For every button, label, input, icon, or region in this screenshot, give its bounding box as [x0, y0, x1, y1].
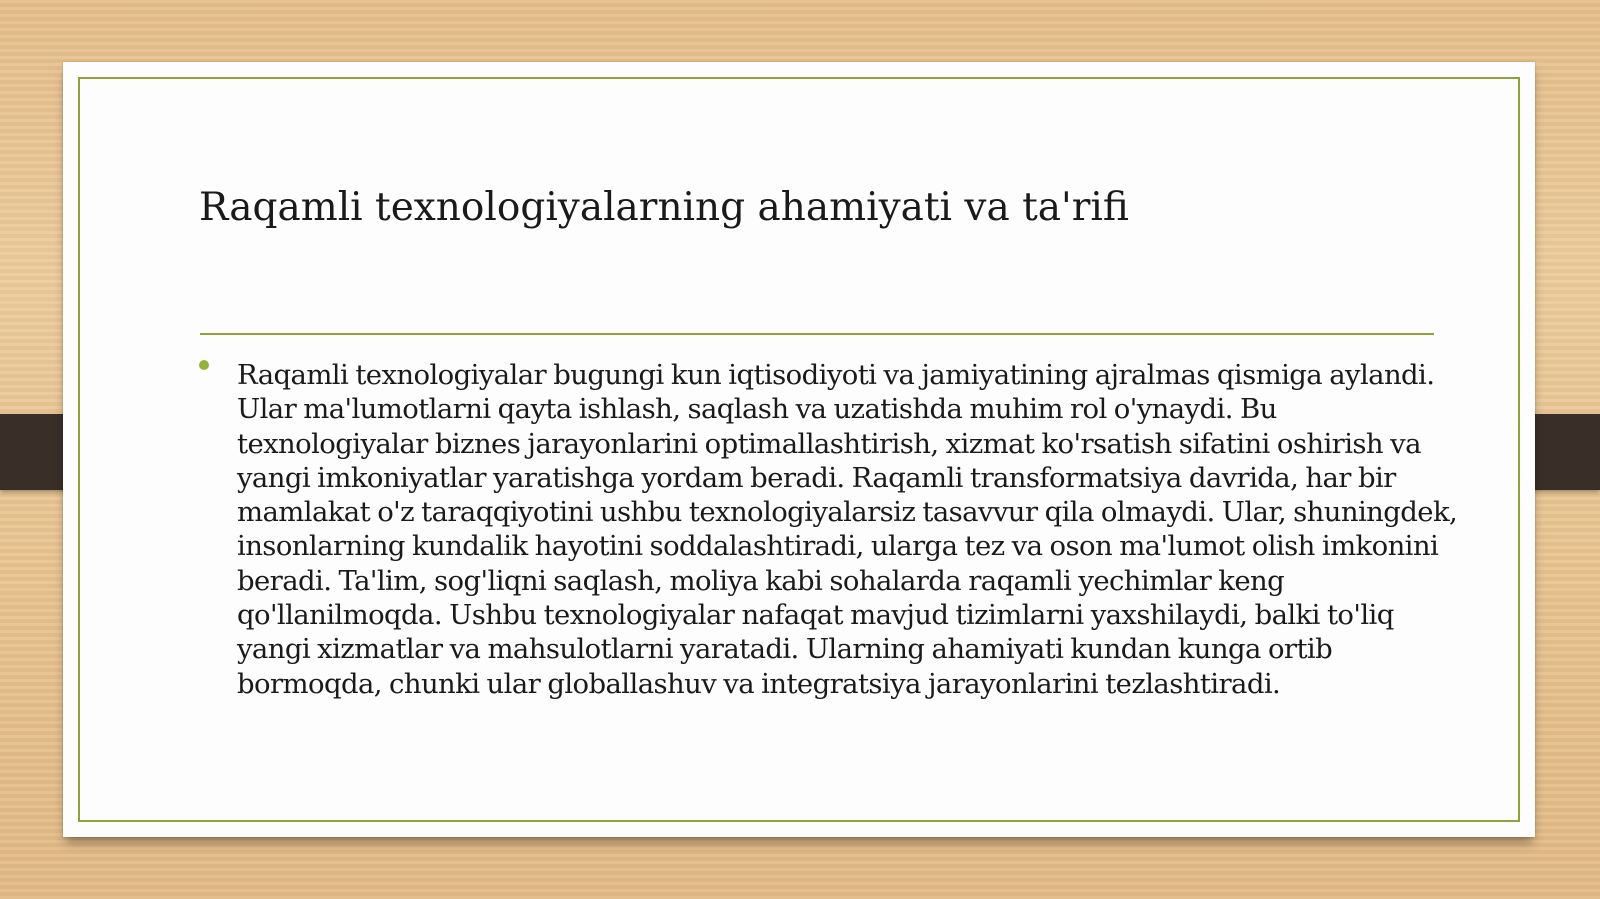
slide-frame: [78, 77, 1520, 822]
slide-title: Raqamli texnologiyalarning ahamiyati va ta'rifi: [199, 185, 1129, 230]
bullet-dot-icon: [199, 360, 209, 370]
slide-card: [63, 62, 1535, 837]
bullet-text: Raqamli texnologiyalar bugungi kun iqtisodiyoti va jamiyatining ajralmas qismiga aylandi. Ular ma'lumotlarni qayta ishlash, saqlash va uzatishda muhim rol o'ynaydi. Bu texnologiyalar biznes jarayonlarini optimallashtirish, xizmat ko'rsatish sifatini oshirish va yangi imkoniyatlar yaratishga yordam beradi. Raqamli transformatsiya davrida, har bir mamlakat o'z taraqqiyotini ushbu texnologiyalarsiz tasavvur qila olmaydi. Ular, shuningdek, insonlarning kundalik hayotini soddalashtiradi, ularga tez va oson ma'lumot olish imkonini beradi. Ta'lim, sog'liqni saqlash, moliya kabi sohalarda raqamli yechimlar keng qo'llanilmoqda. Ushbu texnologiyalar nafaqat mavjud tizimlarni yaxshilaydi, balki to'liq yangi xizmatlar va mahsulotlarni yaratadi. Ularning ahamiyati kundan kunga ortib bormoqda, chunki ular globallashuv va integratsiya jarayonlarini tezlashtiradi.: [237, 359, 1458, 700]
title-divider: [200, 333, 1434, 335]
